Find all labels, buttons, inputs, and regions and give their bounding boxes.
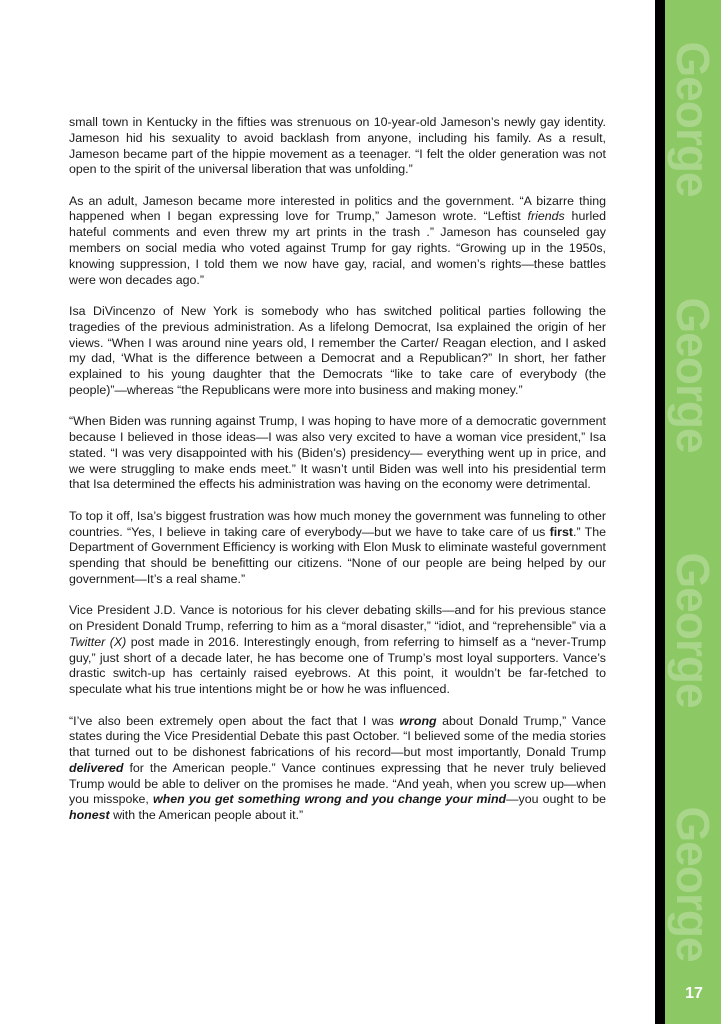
- bold-italic-emphasis: wrong: [399, 713, 437, 728]
- emphasis: Twitter (X): [69, 634, 127, 649]
- bold-italic-emphasis: delivered: [69, 760, 124, 775]
- paragraph: small town in Kentucky in the fifties was strenuous on 10-year-old Jameson’s newly gay identity. Jameson hid his sexuality to avoid backlash from anyone, including his family. As a result, Jameson became part of the hippie movement as a teenager. “I felt the older generation was not open to the spirit of the universal liberation that was unfolding.”: [69, 115, 606, 177]
- paragraph: Isa DiVincenzo of New York is somebody who has switched political parties following the tragedies of the previous administration. As a lifelong Democrat, Isa explained the origin of her views. “When I was around nine years old, I remember the Carter/ Reagan election, and I asked my dad, ‘What is the difference between a Democrat and a Republican?” In short, her father explained to his young daughter that the Democrats “like to take care of everybody (the people)”—whereas “the Republicans were more into business and making money.”: [69, 303, 606, 397]
- bold-italic-emphasis: when you get something wrong and you change your mind: [153, 792, 507, 807]
- page-number: 17: [685, 985, 703, 1002]
- emphasis: friends: [527, 209, 565, 224]
- sidebar-black-strip: [655, 0, 665, 1024]
- sidebar-watermark: George: [667, 806, 719, 962]
- sidebar-watermark: George: [667, 41, 719, 197]
- paragraph: “When Biden was running against Trump, I was hoping to have more of a democratic government because I believed in those ideas—I was also very excited to have a woman vice president,” Isa stated. “I was very disappointed with his (Biden’s) presidency— everything went up in price, and we were struggling to make ends meet.” It wasn’t until Biden was well into his presidential term that Isa determined the effects his administration was having on the economy were detrimental.: [69, 414, 606, 492]
- paragraph: As an adult, Jameson became more interested in politics and the government. “A bizarre thing happened when I began expressing love for Trump,” Jameson wrote. “Leftist friends hurled hateful comments and even threw my art prints in the trash .” Jameson has counseled gay members on social media who voted against Trump for gay rights. “Growing up in the 1950s, knowing suppression, I told them we now have gay, racial, and women’s rights—these battles were won decades ago.”: [69, 193, 607, 287]
- paragraph: To top it off, Isa’s biggest frustration was how much money the government was funneling to other countries. “Yes, I believe in taking care of everybody—but we have to take care of us first.” The Department of Government Efficiency is working with Elon Musk to eliminate wasteful government spending that should be benefitting our citizens. “None of our people are being helped by our government—It’s a real shame.”: [69, 508, 607, 586]
- sidebar-watermark: George: [667, 552, 719, 708]
- article-body: [69, 115, 606, 840]
- paragraph: “I’ve also been extremely open about the fact that I was wrong about Donald Trump,” Vance states during the Vice Presidential Debate this past October. “I believed some of the media stories that turned out to be dishonest fabrications of his record—but most importantly, Donald Trump delivered for the American people.” Vance continues expressing that he never truly believed Trump would be able to deliver on the promises he made. “And yeah, when you screw up—when you misspoke, when you get something wrong and you change your mind—you ought to be honest with the American people about it.”: [69, 713, 606, 823]
- bold-emphasis: first: [549, 524, 574, 539]
- sidebar-watermark: George: [667, 297, 719, 453]
- paragraph: Vice President J.D. Vance is notorious for his clever debating skills—and for his previous stance on President Donald Trump, referring to him as a “moral disaster,” “idiot, and “reprehensible” via a Twitter (X) post made in 2016. Interestingly enough, from referring to himself as a “never-Trump guy,” just short of a decade later, he has become one of Trump’s most loyal supporters. Vance’s drastic switch-up has certainly raised eyebrows. At this point, it wouldn’t be far-fetched to speculate what his true intentions might be or how he was influenced.: [69, 603, 606, 697]
- bold-italic-emphasis: honest: [69, 808, 110, 823]
